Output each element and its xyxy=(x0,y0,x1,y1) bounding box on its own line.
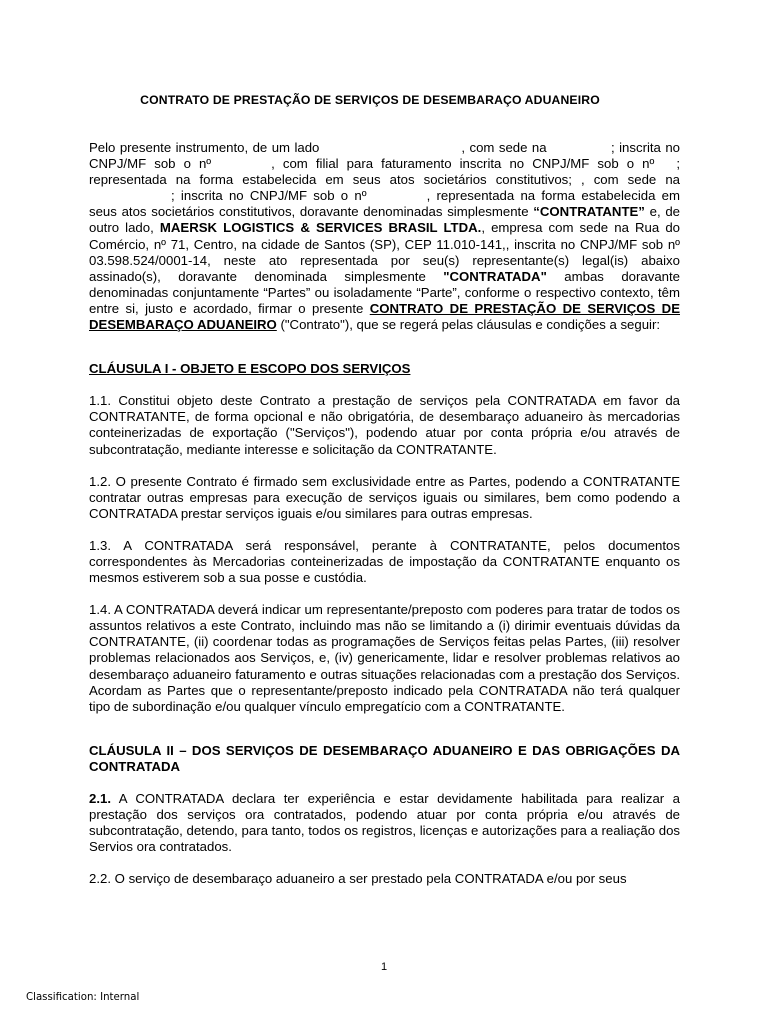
clause-2-1 xyxy=(89,791,680,855)
contratada-term: "CONTRATADA" xyxy=(443,268,547,284)
contratante-term: “CONTRATANTE” xyxy=(533,204,645,220)
clause-1-3: 1.3. A CONTRATADA será responsável, perante à CONTRATANTE, pelos documentos correspondentes às Mercadorias conteinerizadas de impostação da CONTRATANTE enquanto os mesmos estiverem sob a sua posse e custódia. xyxy=(89,537,680,586)
clause-2-2: 2.2. O serviço de desembaraço aduaneiro a ser prestado pela CONTRATADA e/ou por seus xyxy=(89,871,627,887)
document-title: CONTRATO DE PRESTAÇÃO DE SERVIÇOS DE DESEMBARAÇO ADUANEIRO xyxy=(140,93,600,107)
preamble-text: , com filial para faturamento inscrita no CNPJ/MF sob o nº xyxy=(271,156,655,172)
preamble-text: ambas doravante denominadas conjuntamente “Partes” ou isoladamente “Parte”, conforme o respectivo contexto, têm entre si, justo e acordado, firmar o presente xyxy=(89,268,680,316)
preamble-text: , com sede na xyxy=(461,140,547,155)
clause-2-heading: CLÁUSULA II – DOS SERVIÇOS DE DESEMBARAÇO ADUANEIRO E DAS OBRIGAÇÕES DA CONTRATADA xyxy=(89,742,680,774)
company-name: MAERSK LOGISTICS & SERVICES BRASIL LTDA. xyxy=(159,220,482,236)
page-number: 1 xyxy=(380,961,388,973)
clause-1-2: 1.2. O presente Contrato é firmado sem exclusividade entre as Partes, podendo a CONTRATANTE contratar outras empresas para execução de serviços iguais ou similares, bem como podendo a CONTRATADA prestar serviços iguais e/ou similares para outras empresas. xyxy=(89,473,680,521)
clause-1-heading: CLÁUSULA I - OBJETO E ESCOPO DOS SERVIÇOS xyxy=(89,361,411,377)
preamble-text: ("Contrato"), que se regerá pelas cláusulas e condições a seguir: xyxy=(280,317,661,333)
classification-label: Classification: Internal xyxy=(26,992,140,1003)
preamble-text: , com sede na xyxy=(580,172,680,188)
preamble-text: e, de outro lado, xyxy=(89,204,681,236)
preamble-text: ; representada na forma estabelecida em seus atos societários constitutivos; xyxy=(89,156,681,188)
document-body xyxy=(89,140,680,887)
preamble-text: , empresa com sede na Rua do Comércio, nº 71, Centro, na cidade de Santos (SP), CEP 11.010-141,, inscrita no CNPJ/MF sob nº 03.598.524/0001-14, neste ato representada por seu(s) representante(s) legal(is) abaixo assinado(s), doravante denominada simplesmente xyxy=(89,220,680,284)
preamble-text: ; inscrita no CNPJ/MF sob o nº xyxy=(89,140,680,172)
preamble-text: , representada na forma estabelecida em seus atos societários constitutivos, doravante denominadas simplesmente xyxy=(89,188,680,220)
preamble-text: ; inscrita no CNPJ/MF sob o nº xyxy=(171,188,367,204)
contract-name: CONTRATO DE PRESTAÇÃO DE SERVIÇOS DE DESEMBARAÇO ADUANEIRO xyxy=(89,300,680,333)
clause-1-4: 1.4. A CONTRATADA deverá indicar um representante/preposto com poderes para tratar de todos os assuntos relativos a este Contrato, incluindo mas não se limitando a (i) dirimir eventuais dúvidas da CONTRATANTE, (ii) coordenar todas as programações de Serviços feitas pelas Partes, (iii) resolver problemas relacionados aos Serviços, e, (iv) genericamente, lidar e resolver problemas relativos ao desembaraço aduaneiro faturamento e outras situações relacionadas com a prestação dos Serviços. Acordam as Partes que o representante/preposto indicado pela CONTRATADA não terá qualquer tipo de subordinação e/ou qualquer vínculo empregatício com a CONTRATANTE. xyxy=(89,602,680,714)
clause-1-1: 1.1. Constitui objeto deste Contrato a prestação de serviços pela CONTRATADA em favor da CONTRATANTE, de forma opcional e não obrigatória, de desembaraço aduaneiro às mercadorias conteinerizadas de exportação ("Serviços"), podendo atuar por conta própria e/ou através de subcontratação, mediante interesse e solicitação da CONTRATANTE. xyxy=(89,393,680,457)
clause-text: A CONTRATADA declara ter experiência e estar devidamente habilitada para realizar a prestação dos serviços ora contratados, podendo atuar por conta própria e/ou através de subcontratação, detendo, para tanto, todos os registros, licenças e autorizações para a realiação dos Servios ora contratados. xyxy=(89,791,681,855)
preamble-paragraph xyxy=(89,140,680,333)
clause-number: 2.1. xyxy=(89,791,111,806)
preamble-text: Pelo presente instrumento, de um lado xyxy=(89,140,320,155)
